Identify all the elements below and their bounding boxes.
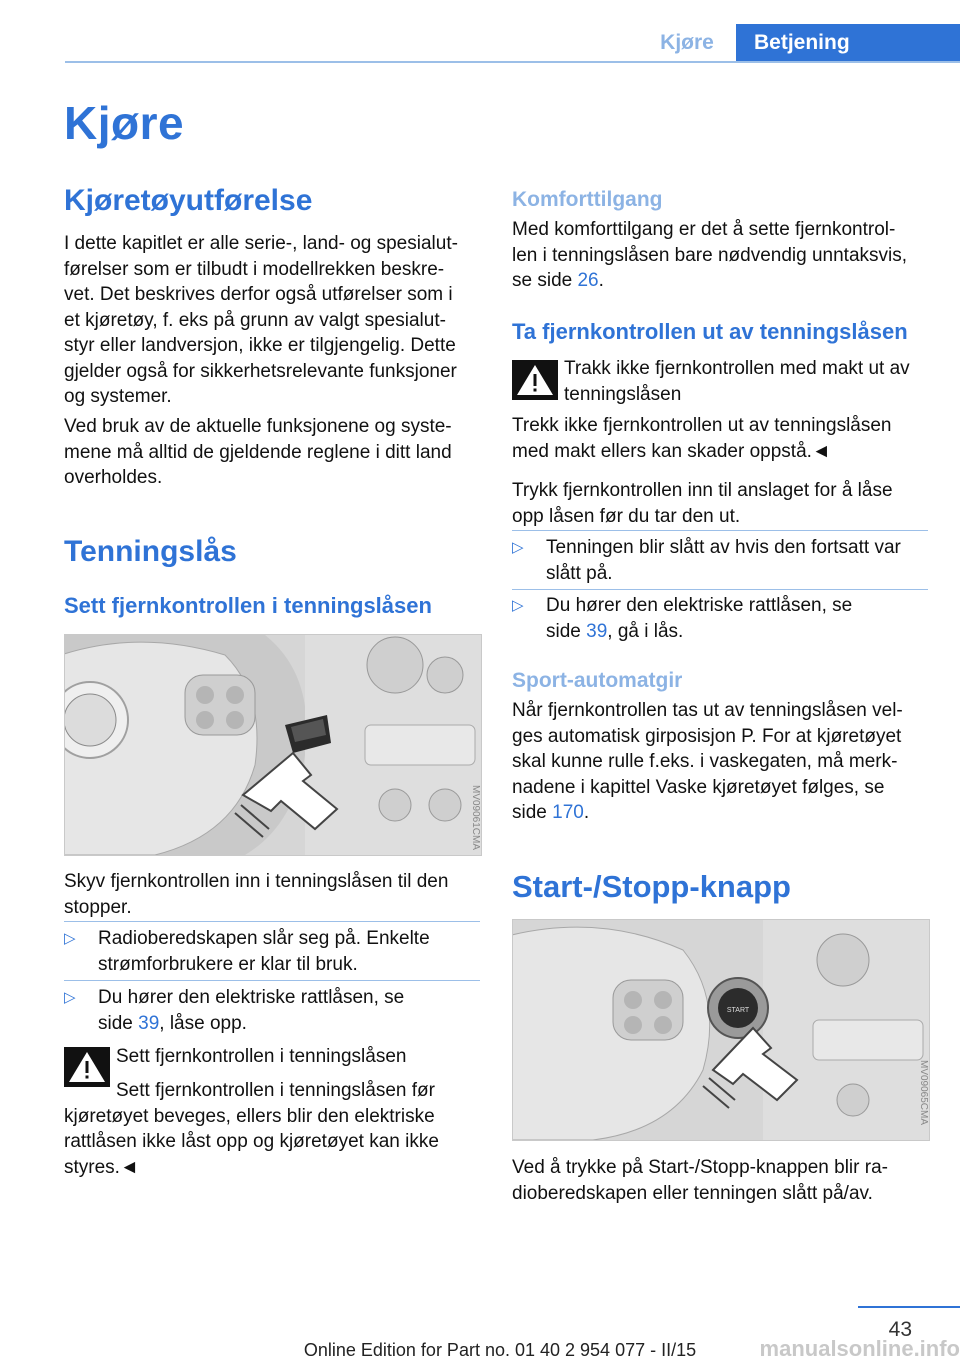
page-link-26[interactable]: 26 — [577, 270, 599, 291]
subsection-title-insert-remote: Sett fjernkontrollen i tenningslåsen — [64, 593, 432, 618]
list-item: ▷ Radioberedskapen slår seg på. Enkelte strømforbrukere er klar til bruk. — [64, 928, 430, 975]
section-title-ignition-lock: Tenningslås — [64, 535, 237, 568]
warning-body-remove: Trekk ikke fjernkontrollen ut av tenningslåsen med makt ellers kan skader oppstå.◄ — [512, 415, 892, 462]
paragraph-push-remote: Trykk fjernkontrollen inn til anslaget for å låse opp låsen før du tar den ut. — [512, 480, 893, 527]
footer-edition: Online Edition for Part no. 01 40 2 954 077 - II/15 — [303, 1340, 697, 1360]
bullet-separator — [64, 980, 480, 981]
triangle-bullet-icon: ▷ — [64, 989, 76, 1006]
image-code-label: MV09061CMA — [470, 785, 481, 851]
watermark: manualsonline.info — [759, 1336, 960, 1361]
bullet-separator — [512, 530, 928, 531]
subsection-title-sport-automatic: Sport-automatgir — [512, 669, 683, 692]
list-item: ▷ Du hører den elektriske rattlåsen, se side 39, gå i lås. — [512, 595, 853, 642]
page-link-170[interactable]: 170 — [552, 802, 584, 823]
warning-icon — [512, 360, 558, 400]
start-stop-illustration — [513, 920, 929, 1140]
page-link-39[interactable]: 39 — [586, 620, 608, 642]
paragraph-comfort-access: Med komforttilgang er det å sette fjernkontrol‐ len i tenningslåsen bare nødvendig unntaksvis, se side 26. — [512, 219, 908, 291]
triangle-bullet-icon: ▷ — [512, 597, 524, 614]
steering-wheel-remote-illustration — [65, 635, 481, 855]
warning-title-insert: Sett fjernkontrollen i tenningslåsen — [116, 1046, 407, 1067]
start-stop-button-legend: START — [726, 1007, 750, 1014]
header-rule — [65, 61, 960, 63]
page-title: Kjøre — [64, 97, 185, 149]
image-start-stop-button — [512, 919, 930, 1141]
paragraph-sport-automatic: Når fjernkontrollen tas ut av tenningslåsen vel‐ ges automatisk girposisjon P. For at kjøretøyet skal kunne rulle f.eks. i vaskegaten, må merk‐ nadene i kapittel Vaske kjøretøyet følges, se side 170. — [512, 700, 903, 823]
page-number: 43 — [888, 1318, 912, 1341]
header-tab-section[interactable]: Kjøre — [660, 31, 714, 54]
subsection-title-comfort-access: Komforttilgang — [512, 188, 663, 211]
paragraph-start-stop: Ved å trykke på Start-/Stopp-knappen blir ra‐ dioberedskapen eller tenningen slått på/av. — [512, 1157, 888, 1204]
bullet-separator — [64, 921, 480, 922]
warning-body-insert: Sett fjernkontrollen i tenningslåsen før kjøretøyet beveges, ellers blir den elektriske rattlåsen ikke låst opp og kjøretøyet kan ikke styres.◄ — [64, 1080, 439, 1178]
list-item: ▷ Tenningen blir slått av hvis den fortsatt var slått på. — [512, 537, 901, 584]
page-link-39[interactable]: 39 — [138, 1012, 160, 1034]
triangle-bullet-icon: ▷ — [512, 539, 524, 556]
section-title-vehicle-version: Kjøretøyutførelse — [64, 184, 313, 217]
warning-title-remove: Trakk ikke fjernkontrollen med makt ut av tenningslåsen — [564, 358, 910, 405]
caption-insert-remote: Skyv fjernkontrollen inn i tenningslåsen til den stopper. — [64, 871, 449, 918]
image-insert-remote — [64, 634, 482, 856]
subsection-title-remove-remote: Ta fjernkontrollen ut av tenningslåsen — [512, 319, 908, 344]
triangle-bullet-icon: ▷ — [64, 930, 76, 947]
paragraph-vehicle-version: I dette kapitlet er alle serie-, land- og spesialut‐ førelser som er tilbudt i modellrekken beskre‐ vet. Det beskrives derfor også utførelser som i et kjøretøy, f. eks på grunn av valgt spesialut‐ styr eller landversjon, ikke er tilgjengelig. Dette gjelder også for sikkerhetsrelevante funksjoner og systemer. — [64, 233, 458, 407]
section-title-start-stop: Start-/Stopp-knapp — [512, 869, 791, 904]
list-item: ▷ Du hører den elektriske rattlåsen, se side 39, låse opp. — [64, 987, 405, 1034]
image-code-label: MV09065CMA — [918, 1060, 929, 1126]
paragraph-regulations: Ved bruk av de aktuelle funksjonene og syste‐ mene må alltid de gjeldende reglene i ditt land overholdes. — [64, 416, 452, 488]
header-tab-chapter[interactable]: Betjening — [736, 24, 960, 62]
bullet-separator — [512, 589, 928, 590]
page-number-rule — [858, 1306, 960, 1308]
